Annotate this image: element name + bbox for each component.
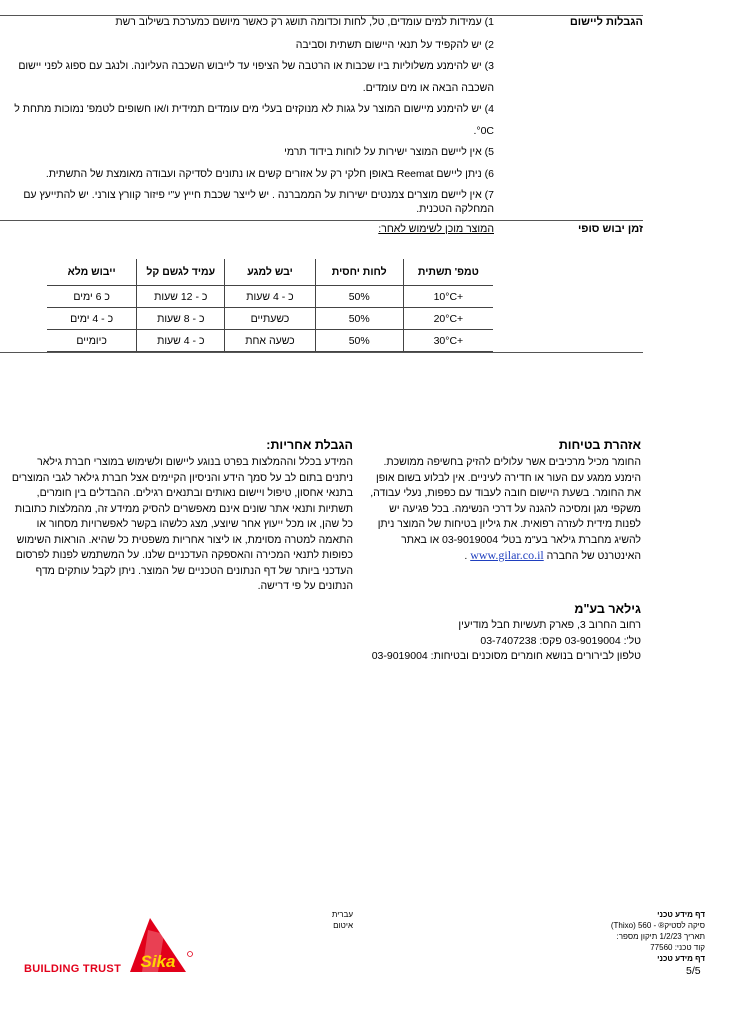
footer-doc-type-2: דף מידע טכני [657, 954, 705, 963]
table-cell: +20°C [403, 308, 493, 330]
table-cell: כ - 4 ימים [47, 308, 137, 330]
limitation-item-4-cont: 0C°. [473, 125, 494, 137]
table-cell: כ - 4 שעות [225, 286, 315, 308]
col-header-rain-resistant: עמיד לגשם קל [137, 259, 225, 286]
limitation-item-3-cont: השכבה הבאה או מים עומדים. [362, 82, 494, 94]
safety-line: האינטרנט של החברה [546, 550, 641, 562]
cure-table [47, 259, 493, 352]
limitation-item-5: 5) אין ליישם המוצר ישירות על לוחות בידוד תרמי [284, 146, 494, 158]
building-trust-tagline: BUILDING TRUST [24, 963, 122, 975]
sika-logo-text: Sika [140, 952, 176, 971]
cure-subtitle: המוצר מוכן לשימוש לאחר: [378, 223, 494, 235]
col-header-humidity: לחות יחסית [315, 259, 403, 286]
table-cell: כשעה אחת [225, 330, 315, 352]
footer-language: עברית [331, 910, 353, 919]
company-phone: טל': 03-9019004 פקס: 03-7407238 [480, 634, 641, 647]
safety-line: להשיג מחברת גילאר בע"מ בטל' 03-9019004 או באתר [401, 533, 641, 546]
disclaimer-line: בתנאי אחסון, טיפול ויישום נאותים ובתנאים רגילים. ההבדלים בין חומרים, [36, 487, 353, 499]
safety-line: החומר מכיל מרכיבים אשר עלולים להזיק בחשיפה ממושכת. [383, 456, 641, 468]
safety-line: משקפי מגן ומסיכה להגנה על דרכי הנשימה. בכל פגיעה יש [389, 502, 641, 515]
sika-logo-icon [124, 914, 196, 974]
cure-label: זמן יבוש סופי [577, 223, 643, 235]
company-safety-phone: טלפון לבירורים בנושא חומרים מסוכנים ובטיחות: 03-9019004 [371, 650, 641, 662]
safety-line-link [361, 548, 641, 565]
footer-category: איטום [333, 921, 353, 930]
disclaimer-body [8, 455, 353, 595]
footer-info [505, 909, 705, 964]
table-cell: כ - 4 שעות [137, 330, 225, 352]
table-cell: 50% [315, 286, 403, 308]
table-cell: כ 6 ימים [47, 286, 137, 308]
limitation-item-6: 6) ניתן ליישם Reemat באופן חלקי רק על אזורים קשים או נתונים לסדיקה ועבודה מאומצת של התשתית. [45, 168, 494, 180]
safety-line: את החומר. בשעת היישום חובה לעבוד עם כפפות, נעלי עבודה, [370, 487, 641, 499]
disclaimer-line: המידע בכלל וההמלצות בפרט בנוגע ליישום ולשימוש במוצרי חברת גילאר [37, 456, 353, 468]
table-cell: כשעתיים [225, 308, 315, 330]
table-cell: כ - 12 שעות [137, 286, 225, 308]
col-header-full-cure: ייבוש מלא [47, 259, 137, 286]
footer-lang [293, 909, 353, 931]
disclaimer-line: התאמה למטרה מסוימת, או ליצור אחריות משפטית כל שהיא. הוראות השימוש [16, 533, 353, 546]
disclaimer-line: תשתיות ותנאי אתר שונים אינם מאפשרים להסיק ממידע זה, מהמלצות כתובות [14, 502, 353, 515]
table-row [47, 286, 493, 308]
limitation-item-4: 4) יש להימנע מיישום המוצר על גגות לא מנוקזים בעלי מים עומדים תמידית ו/או חשופים לטמפ' נמוכות מתחת ל [14, 103, 494, 115]
footer-product: סיקה לסטיק® - 560 (Thixo) [610, 921, 705, 930]
table-row [47, 308, 493, 330]
table-cell: 50% [315, 330, 403, 352]
table-row [47, 330, 493, 352]
limitations-list [0, 0, 494, 220]
limitation-item-3: 3) יש להימנע משלוליות ביו שכבות או הרטבה של הציפוי עד לייבוש השכבה העליונה. ולנגב עם ספוג לפני יישום [18, 60, 494, 72]
page-number: 5/5 [686, 965, 701, 977]
section-divider [0, 220, 643, 221]
table-cell: +30°C [403, 330, 493, 352]
safety-title: אזהרת בטיחות [558, 438, 641, 452]
company-address: רחוב החרוב 3, פארק תעשיות חבל מודיעין [458, 619, 641, 631]
company-details [241, 618, 641, 665]
col-header-substrate-temp: טמפ' תשתית [417, 266, 479, 278]
footer-doc-type: דף מידע טכני [657, 910, 705, 919]
disclaimer-line: העדכני ביותר של דף הנתונים הטכניים של המוצר. ניתן לקבל עותקים מדף [35, 564, 353, 577]
safety-body [361, 455, 641, 565]
table-cell: 50% [315, 308, 403, 330]
sika-logo [124, 914, 196, 974]
limitation-item-7-cont: המחלקה הטכנית. [416, 203, 494, 215]
footer-date: תאריך 1/2/23 תיקון מספר: [616, 932, 705, 941]
disclaimer-line: כל שהן, או מכל ייעוץ אחר שיוצע, מצג כלשהו בקשר לאפשרויות מסחור או [36, 518, 353, 530]
safety-line: לפנות מידית לעזרה רפואית. את גיליון בטיחות של המוצר ניתן [377, 518, 641, 530]
col-header-touch-dry: יבש למגע [225, 259, 315, 286]
safety-line: הימנע ממגע עם העור או חדירה לעיניים. אין לבלוע בשום אופן [376, 471, 641, 484]
disclaimer-line: ניתנים בתום לב על סמך הידע והניסיון הקיימים אצל חברת גילאר לגבי המוצרים [11, 471, 353, 484]
limitation-item-2: 2) יש להקפיד על תנאי היישום תשתית וסביבה [295, 39, 494, 51]
table-cell: +10°C [403, 286, 493, 308]
company-name: גילאר בע"מ [574, 602, 641, 616]
limitation-item-1: 1) עמידות למים עומדים, טל, לחות וכדומה תושג רק כאשר מיושם כמערכת בשילוב רשת [115, 16, 494, 28]
footer-code: קוד טכני: 77560 [650, 943, 705, 952]
website-link[interactable]: www.gilar.co.il [470, 548, 544, 562]
section-divider-bottom [0, 352, 643, 353]
disclaimer-title: הגבלת אחריות: [266, 438, 353, 452]
limitations-label: הגבלות ליישום [569, 16, 643, 28]
cure-table-header [47, 259, 493, 286]
disclaimer-line: כפופות לתנאי המכירה והאספקה העדכניים שלנו. על המשתמש לפנות לפרסום [15, 549, 353, 561]
link-suffix: . [464, 550, 471, 562]
limitation-item-7: 7) אין ליישם מוצרים צמנטים ישירות על הממברנה . יש לייצר שכבת חייץ ע"י פיזור קוורץ צורני. יש להתייעץ עם [23, 189, 494, 201]
disclaimer-line: הנתונים על פי דרישה. [257, 580, 353, 592]
table-cell: כ - 8 שעות [137, 308, 225, 330]
table-cell: כיומיים [47, 330, 137, 352]
